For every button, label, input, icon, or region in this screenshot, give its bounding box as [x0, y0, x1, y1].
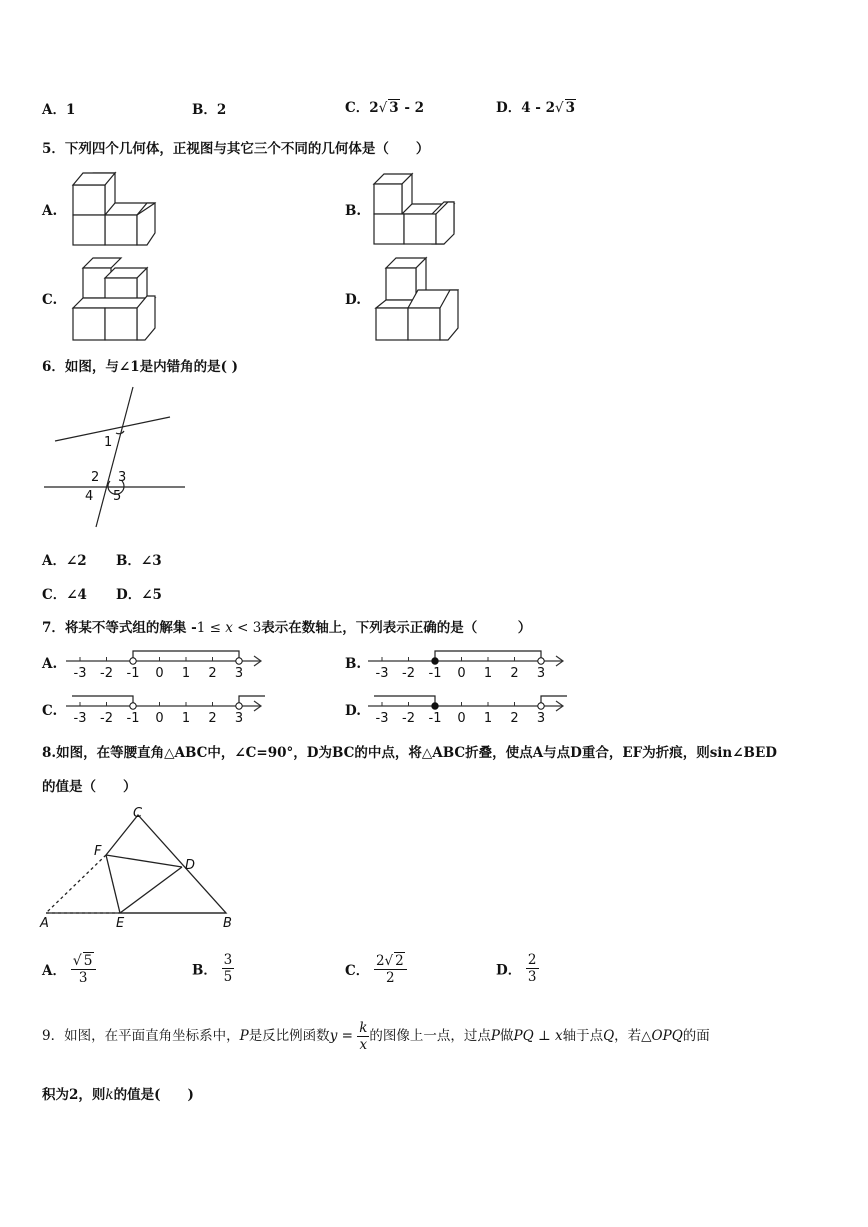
q9-text-line1: [42, 1020, 710, 1053]
q7-numberline-c: [60, 690, 275, 726]
tick-label: 1: [483, 711, 493, 726]
q7-numberline-a: [60, 645, 275, 681]
option-label: C．: [345, 963, 370, 979]
tick-label: 3: [536, 666, 546, 681]
q9-text: ，若△: [614, 1028, 652, 1044]
fraction: [526, 952, 539, 985]
tick-label: 1: [181, 666, 191, 681]
q9-text: 积为2，则: [42, 1087, 106, 1103]
q7-option-a-label: A.: [42, 656, 58, 672]
angle-arc: [116, 431, 124, 434]
solution-bracket-left: [374, 696, 435, 706]
numerator: 3: [223, 952, 233, 968]
tick-label: 2: [208, 666, 217, 681]
sqrt-radicand: 3: [389, 100, 399, 116]
denominator: 3: [78, 970, 88, 986]
q5-figure-b: [368, 170, 463, 250]
var: PQ: [513, 1028, 534, 1044]
point-label-d: D: [185, 858, 196, 873]
fraction: $\frac{2√ 2}{2}$: [374, 952, 407, 986]
tick-label: -1: [126, 666, 140, 681]
q9-text: 轴于点: [562, 1028, 604, 1044]
tick-label: -1: [428, 711, 442, 726]
fraction: [357, 1020, 369, 1053]
q6-option-d: D．∠5: [116, 587, 162, 603]
option-label: D．: [496, 962, 522, 979]
tick-label: 0: [457, 666, 466, 681]
dashed-AF: [46, 855, 106, 913]
q8-option-d: [496, 952, 539, 985]
angle-label-2: 2: [91, 470, 100, 485]
tick-label: -1: [428, 666, 442, 681]
tick-label: 2: [208, 711, 217, 726]
angle-label-1: 1: [104, 435, 113, 450]
tick-label: 3: [234, 711, 244, 726]
numerator: 2: [527, 952, 537, 968]
q5-option-b-label: B.: [345, 203, 362, 219]
option-label: A．: [42, 102, 66, 118]
q9-text: 9．如图，在平面直角坐标系中，: [42, 1028, 240, 1044]
var: OPQ: [651, 1028, 683, 1044]
endpoint-right: [236, 658, 242, 664]
q9-text: 的值是( ): [113, 1087, 194, 1103]
q6-figure: [40, 385, 190, 530]
solution-bracket-right: [541, 696, 567, 706]
tick-label: -3: [73, 711, 87, 726]
q7-numberline-d: [362, 690, 577, 726]
q5-text: 5．下列四个几何体，正视图与其它三个不同的几何体是（ ）: [42, 141, 430, 157]
option-label: D．: [496, 100, 522, 116]
q7-option-d-label: D.: [345, 703, 361, 719]
q5-figure-c: [65, 256, 160, 344]
q7-option-b-label: B.: [345, 656, 362, 672]
q7-expr: < 3: [232, 620, 262, 636]
triangle-edges: [46, 815, 226, 913]
tick-label: 0: [155, 711, 164, 726]
option-label: B．: [192, 962, 217, 979]
tick-label: 0: [457, 711, 466, 726]
q7-numberline-b: [362, 645, 577, 681]
q8-figure: [38, 803, 238, 933]
tick-label: 0: [155, 666, 164, 681]
option-value: 1: [65, 102, 76, 118]
denominator: 5: [223, 969, 233, 985]
point-label-f: F: [94, 844, 102, 859]
point-label-b: B: [223, 916, 232, 931]
fraction: [222, 952, 235, 985]
q7-expr: 1 ≤: [196, 620, 226, 636]
option-value: 2: [216, 102, 227, 118]
tick-label: -2: [100, 711, 113, 726]
q9-text: =: [337, 1028, 358, 1044]
tick-label: 1: [181, 711, 191, 726]
angle-label-5: 5: [113, 489, 122, 504]
q8-option-a: [42, 952, 96, 986]
q6-option-b: B．∠3: [116, 553, 162, 569]
q9-text: 的图像上一点，过点: [369, 1028, 491, 1044]
crease-EF: [106, 855, 120, 913]
fraction: $\frac{√ 5}{3}$: [71, 952, 96, 986]
tick-label: -2: [402, 711, 415, 726]
angle-label-3: 3: [118, 470, 127, 485]
q5-option-c-label: C.: [42, 292, 58, 308]
denominator: 3: [527, 969, 537, 985]
tick-label: -3: [73, 666, 87, 681]
var: x: [554, 1028, 563, 1044]
transversal: [96, 387, 133, 527]
q5-figure-a: [65, 165, 160, 250]
q7-text-post: 表示在数轴上，下列表示正确的是（ ）: [261, 620, 532, 636]
var: y: [329, 1028, 338, 1044]
q5-option-d-label: D.: [345, 292, 361, 308]
q4-option-c: C．2√ 3 - 2: [345, 100, 425, 116]
q5-figure-d: [368, 256, 463, 344]
tick-label: 2: [510, 666, 519, 681]
sqrt-radicand: 2: [395, 953, 404, 969]
tick-label: -2: [100, 666, 113, 681]
option-label: C．: [345, 100, 370, 116]
tick-label: 1: [483, 666, 493, 681]
q7-var: x: [225, 620, 233, 636]
q9-text: 的面: [682, 1028, 710, 1044]
option-expr: - 2: [399, 100, 425, 116]
q9-text: 做: [500, 1028, 514, 1044]
option-label: A．: [42, 963, 66, 979]
q9-text-line2: [42, 1083, 194, 1103]
endpoint-left: [130, 703, 136, 709]
var: P: [490, 1028, 501, 1044]
endpoint-left: [432, 658, 438, 664]
fold-DE: [120, 867, 182, 913]
option-expr: 2: [369, 100, 379, 116]
tick-label: -2: [402, 666, 415, 681]
tick-label: 2: [510, 711, 519, 726]
tick-label: 3: [536, 711, 546, 726]
q7-option-c-label: C.: [42, 703, 58, 719]
endpoint-right: [538, 658, 544, 664]
q8-option-b: [192, 952, 234, 985]
q8-text-line2: 的值是（ ）: [42, 779, 137, 795]
q5-option-a-label: A.: [42, 203, 58, 219]
tick-label: -3: [375, 711, 389, 726]
tick-label: 3: [234, 666, 244, 681]
q7-text: [42, 616, 531, 636]
q6-option-a: A．∠2: [42, 553, 87, 569]
q7-text-pre: 7．将某不等式组的解集 -: [42, 620, 197, 636]
endpoint-left: [432, 703, 438, 709]
endpoint-right: [538, 703, 544, 709]
q8-option-c: [345, 952, 407, 986]
q4-option-a: [42, 98, 75, 118]
denominator: 2: [386, 970, 395, 986]
q4-option-d: D．4 - 2√ 3: [496, 100, 576, 116]
solution-bracket-left: [72, 696, 133, 706]
numerator: k: [359, 1020, 368, 1036]
endpoint-right: [236, 703, 242, 709]
sqrt-radicand: 3: [565, 100, 576, 116]
point-label-c: C: [133, 806, 143, 821]
numerator: 2: [375, 953, 385, 969]
q9-text: ⊥: [533, 1028, 555, 1044]
point-label-a: A: [40, 916, 49, 931]
var: k: [105, 1087, 114, 1103]
option-label: B．: [192, 102, 217, 118]
q4-option-b: [192, 98, 226, 118]
angle-label-4: 4: [85, 489, 94, 504]
upper-line: [55, 417, 170, 441]
q6-option-c: C．∠4: [42, 587, 87, 603]
endpoint-left: [130, 658, 136, 664]
q9-text: 是反比例函数: [248, 1028, 330, 1044]
tick-label: -1: [126, 711, 140, 726]
solution-bracket-right: [239, 696, 265, 706]
var: Q: [603, 1028, 615, 1044]
q8-text-line1: 8.如图，在等腰直角△ABC中，∠C=90°，D为BC的中点，将△ABC折叠，使点A与点D重合，EF为折痕，则sin∠BED: [42, 745, 777, 761]
var: P: [239, 1028, 249, 1044]
denominator: x: [359, 1037, 368, 1053]
point-label-e: E: [116, 916, 125, 931]
option-expr: 4 - 2: [521, 100, 556, 116]
q6-text: 6．如图，与∠1是内错角的是( ): [42, 359, 239, 375]
sqrt-radicand: 5: [83, 953, 93, 969]
fold-FD: [106, 855, 182, 867]
tick-label: -3: [375, 666, 389, 681]
